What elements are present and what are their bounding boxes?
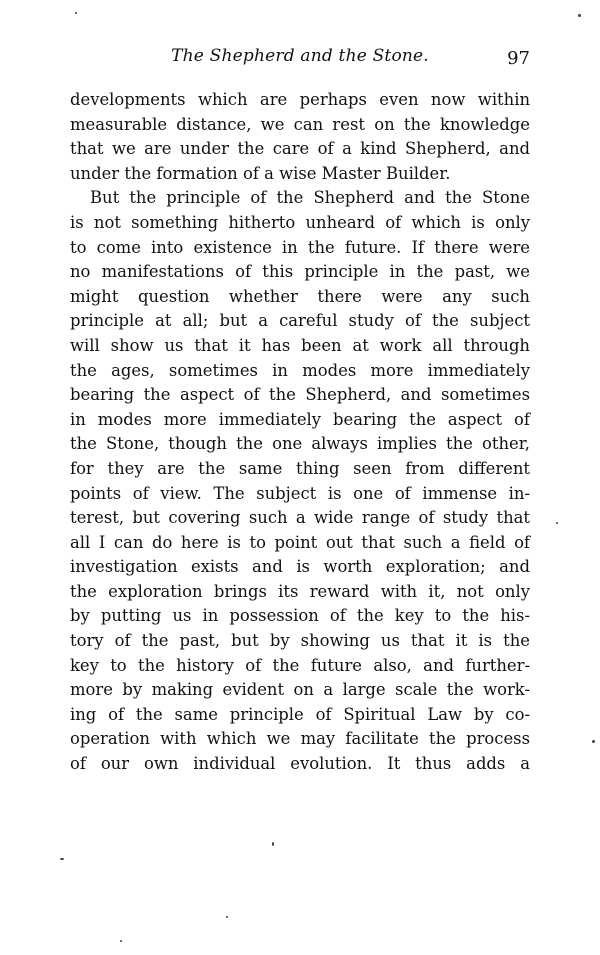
text-line: no manifestations of this principle in the past, we xyxy=(70,262,530,282)
running-title: The Shepherd and the Stone. xyxy=(171,46,429,66)
text-line: that we are under the care of a kind Shepherd, and xyxy=(70,139,530,159)
text-line: investigation exists and is worth exploration; and xyxy=(70,557,530,577)
text-line: the ages, sometimes in modes more immediately xyxy=(70,360,530,380)
scan-speck xyxy=(592,740,595,743)
text-line: to come into existence in the future. If there were xyxy=(70,237,530,257)
scan-speck xyxy=(556,522,558,524)
text-line: of our own individual evolution. It thus adds a xyxy=(70,754,530,774)
text-line: might question whether there were any such xyxy=(70,286,530,306)
scan-speck xyxy=(120,940,122,942)
text-line: measurable distance, we can rest on the knowledge xyxy=(70,114,530,134)
text-line: is not something hitherto unheard of which is only xyxy=(70,212,530,232)
scan-speck xyxy=(226,916,228,918)
paragraph-first-line: But the principle of the Shepherd and the Stone xyxy=(90,188,530,208)
text-line: points of view. The subject is one of immense in- xyxy=(70,483,530,503)
page-header xyxy=(70,46,530,74)
text-line: will show us that it has been at work all through xyxy=(70,335,530,355)
text-line: for they are the same thing seen from different xyxy=(70,458,530,478)
body-text xyxy=(70,88,530,777)
text-line: by putting us in possession of the key to the his- xyxy=(70,606,530,626)
scan-speck xyxy=(272,842,274,846)
text-line: ing of the same principle of Spiritual Law by co- xyxy=(70,704,530,724)
text-line: more by making evident on a large scale the work- xyxy=(70,680,530,700)
text-line: all I can do here is to point out that such a field of xyxy=(70,532,530,552)
text-line: the exploration brings its reward with it, not only xyxy=(70,581,530,601)
text-line: terest, but covering such a wide range of study that xyxy=(70,508,530,528)
text-line: the Stone, though the one always implies the other, xyxy=(70,434,530,454)
text-line: principle at all; but a careful study of the subject xyxy=(70,311,530,331)
text-line: operation with which we may facilitate the process xyxy=(70,729,530,749)
page-number: 97 xyxy=(507,48,530,69)
text-line: in modes more immediately bearing the aspect of xyxy=(70,409,530,429)
scan-speck xyxy=(60,858,64,860)
scan-speck xyxy=(75,12,77,14)
text-line: under the formation of a wise Master Builder. xyxy=(70,163,451,183)
text-line: key to the history of the future also, and further- xyxy=(70,655,530,675)
text-line: bearing the aspect of the Shepherd, and sometimes xyxy=(70,385,530,405)
text-line: developments which are perhaps even now within xyxy=(70,90,530,109)
text-line: tory of the past, but by showing us that it is the xyxy=(70,631,530,651)
scan-speck xyxy=(578,14,581,17)
